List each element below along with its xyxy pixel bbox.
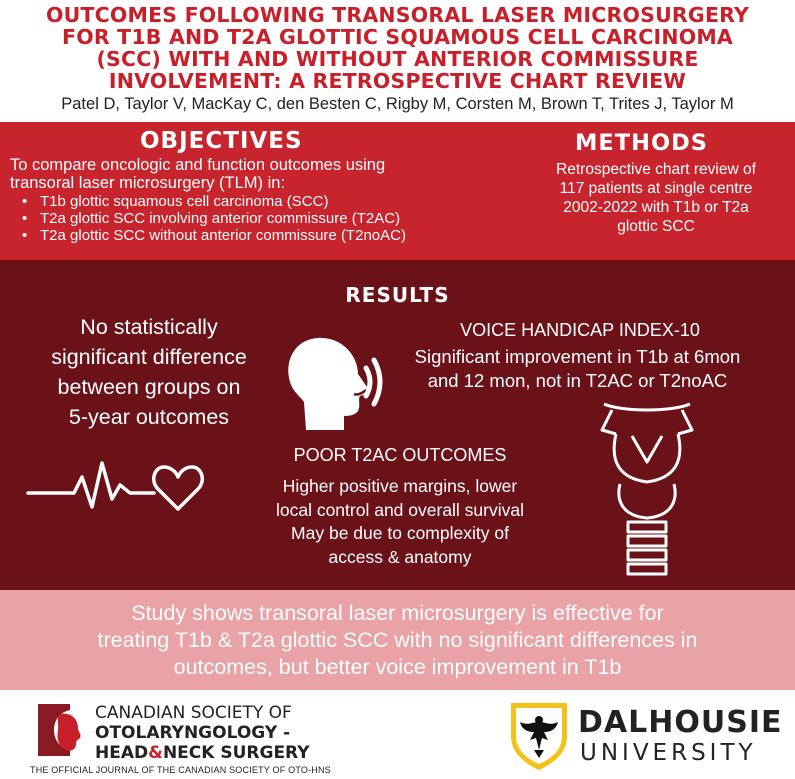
- journal-line: THE OFFICIAL JOURNAL OF THE CANADIAN SOCIETY OF OTO-HNS: [30, 765, 331, 775]
- conclusion-line: Study shows transoral laser microsurgery is effective for: [131, 601, 664, 625]
- society-amp: &: [148, 743, 163, 763]
- society-name: [95, 703, 310, 763]
- society-head: HEAD: [95, 743, 149, 763]
- dalhousie-sub: UNIVERSITY: [580, 740, 757, 766]
- objectives-item: • T1b glottic squamous cell carcinoma (SCC): [22, 193, 406, 210]
- conclusion-text: [0, 600, 795, 681]
- vhi-heading: VOICE HANDICAP INDEX-10: [460, 320, 700, 340]
- society-line: [95, 743, 310, 763]
- vhi-line: Significant improvement in T1b at 6mon: [414, 346, 741, 367]
- poor-line: Higher positive margins, lower: [282, 476, 518, 496]
- no-significant-difference-text: [14, 312, 284, 432]
- objectives-heading: OBJECTIVES: [140, 128, 303, 154]
- conclusion-line: treating T1b & T2a glottic SCC with no significant differences in: [97, 628, 698, 652]
- title-line: OUTCOMES FOLLOWING TRANSORAL LASER MICROSURGERY: [45, 3, 750, 27]
- dalhousie-shield-icon: [508, 700, 570, 777]
- heartbeat-icon: [26, 455, 216, 520]
- poor-line: access & anatomy: [328, 546, 472, 567]
- objectives-list: [22, 193, 406, 244]
- society-logo-icon: [30, 700, 90, 765]
- no-sig-line: significant difference: [51, 345, 247, 369]
- vhi-line: and 12 mon, not in T2AC or T2noAC: [427, 370, 728, 391]
- methods-line: 2002-2022 with T1b or T2a: [563, 199, 749, 216]
- society-line: OTOLARYNGOLOGY -: [95, 723, 291, 743]
- title-line: (SCC) WITH AND WITHOUT ANTERIOR COMMISSURE: [96, 47, 699, 71]
- methods-text: [522, 160, 790, 236]
- title-line: FOR T1B AND T2A GLOTTIC SQUAMOUS CELL CARCINOMA: [62, 25, 733, 49]
- objectives-intro-line: To compare oncologic and function outcomes using: [10, 156, 386, 174]
- poster-title: [0, 4, 795, 92]
- title-line: INVOLVEMENT: A RETROSPECTIVE CHART REVIEW: [108, 69, 687, 93]
- methods-line: Retrospective chart review of: [556, 161, 756, 178]
- no-sig-line: No statistically: [80, 315, 218, 339]
- conclusion-line: outcomes, but better voice improvement in T1b: [173, 655, 622, 679]
- no-sig-line: between groups on: [57, 375, 241, 399]
- objectives-intro: [10, 156, 510, 192]
- objectives-intro-line: transoral laser microsurgery (TLM) in:: [10, 174, 286, 192]
- poor-line: May be due to complexity of: [291, 523, 509, 543]
- methods-line: glottic SCC: [617, 218, 695, 235]
- speaking-head-icon: [282, 330, 392, 445]
- society-line: CANADIAN SOCIETY OF: [95, 703, 292, 723]
- authors: Patel D, Taylor V, MacKay C, den Besten C, Rigby M, Corsten M, Brown T, Trites J, Taylor M: [61, 95, 734, 113]
- objectives-item: • T2a glottic SCC without anterior commissure (T2noAC): [22, 227, 406, 244]
- no-sig-line: 5-year outcomes: [68, 405, 230, 429]
- poor-line: local control and overall survival: [275, 499, 525, 520]
- methods-line: 117 patients at single centre: [559, 180, 753, 197]
- objectives-item: • T2a glottic SCC involving anterior commissure (T2AC): [22, 210, 406, 227]
- poor-outcomes-heading: POOR T2AC OUTCOMES: [293, 445, 507, 465]
- larynx-icon: [592, 400, 702, 585]
- poor-outcomes-text: [215, 475, 585, 569]
- results-heading: RESULTS: [345, 283, 450, 307]
- methods-heading: METHODS: [575, 130, 708, 156]
- society-neck: NECK SURGERY: [162, 743, 310, 763]
- dalhousie-name: DALHOUSIE: [578, 705, 783, 740]
- vhi-text: [360, 345, 795, 393]
